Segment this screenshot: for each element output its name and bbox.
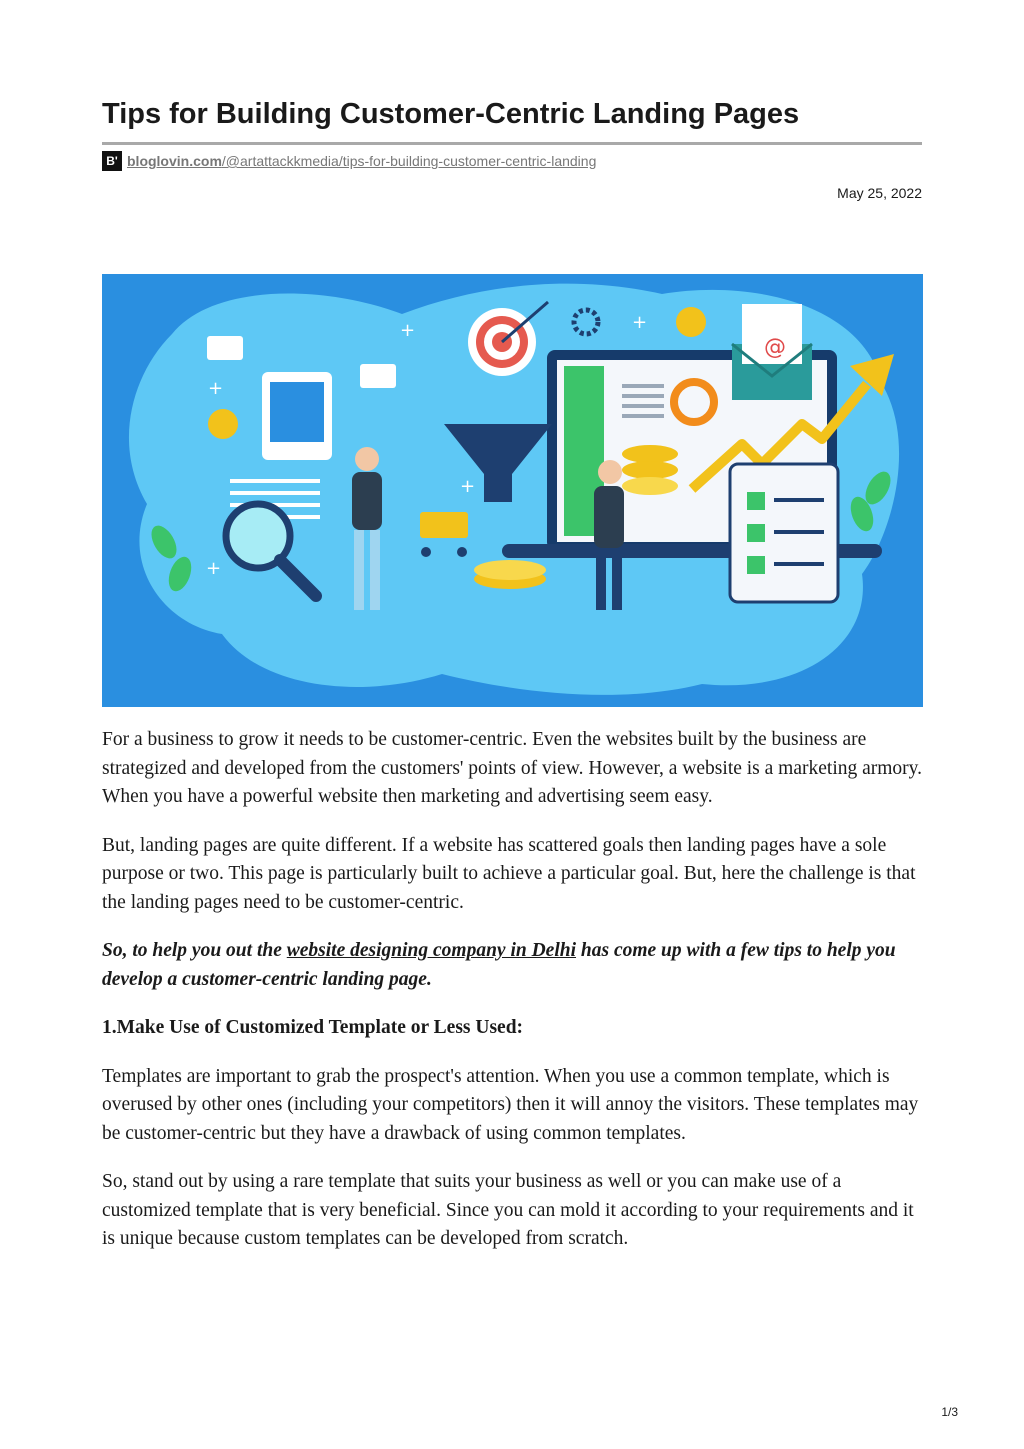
website-designing-link[interactable]: website designing company in Delhi [286,940,577,961]
svg-text:+: + [206,558,222,579]
source-domain: bloglovin.com [127,153,222,169]
source-url[interactable] [127,153,596,169]
svg-text:+: + [208,378,224,399]
article-body [102,726,924,1274]
article-title: Tips for Building Customer-Centric Landing Pages [102,98,800,130]
callout-text-end: has come up with a few tips to help you develop a customer-centric landing page. [102,940,896,990]
bloglovin-logo-icon: B' [102,151,122,171]
svg-text:+: + [400,320,416,341]
email-icon [732,304,812,400]
paragraph-2: But, landing pages are quite different. If a website has scattered goals then landing pages have a sole purpose or two. This page is particularly built to achieve a particular goal. But, here the challenge is that the landing pages need to be customer-centric. [102,834,916,913]
video-tile-icon [207,336,243,360]
svg-text:@: @ [764,335,786,360]
callout-paragraph [102,937,924,994]
paragraph-4: So, stand out by using a rare template that suits your business as well or you can make use of a customized template that is very beneficial. Since you can mold it according to your requirements and it is unique because custom templates can be developed from scratch. [102,1171,914,1249]
source-link[interactable] [102,151,596,171]
section-heading-1: 1.Make Use of Customized Template or Less Used: [102,1017,524,1038]
paragraph-3: Templates are important to grab the prospect's attention. When you use a common template, which is overused by other ones (including your competitors) then it will annoy the visitors. These templates may be customer-centric but they have a drawback of using common templates. [102,1065,919,1144]
paragraph-1: For a business to grow it needs to be customer-centric. Even the websites built by the business are strategized and developed from the customers' points of view. However, a website is a marketing armory. When you have a powerful website then marketing and advertising seem easy. [102,729,923,807]
hero-illustration [102,274,923,707]
checklist-icon [730,464,838,602]
source-path: /@artattackkmedia/tips-for-building-customer-centric-landing [221,153,597,169]
page-indicator: 1/3 [941,1405,958,1419]
publish-date: May 25, 2022 [837,185,922,201]
title-divider [102,142,922,145]
svg-text:+: + [460,476,476,497]
callout-text-start: So, to help you out the [102,940,287,961]
svg-text:+: + [632,312,648,333]
